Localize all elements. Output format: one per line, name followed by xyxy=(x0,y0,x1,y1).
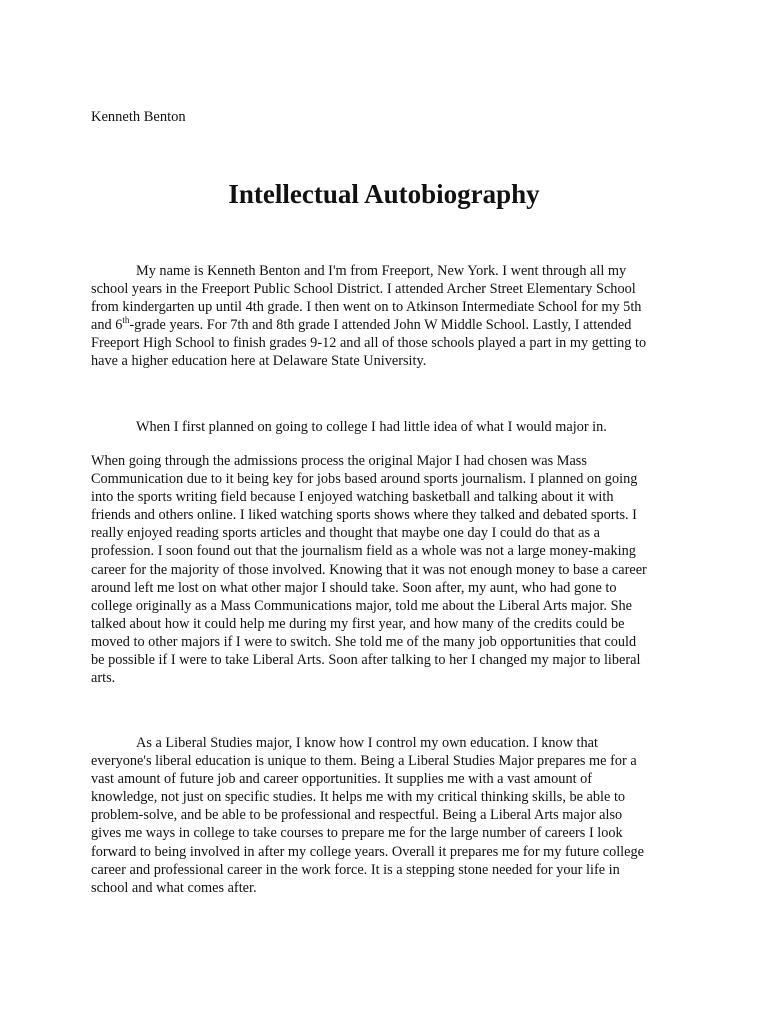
paragraph-line: profession. I soon found out that the journalism field as a whole was not a large money-making xyxy=(91,543,636,560)
paragraph-line: be possible if I were to take Liberal Arts. Soon after talking to her I changed my major to liberal xyxy=(91,652,641,669)
paragraph-line-with-superscript xyxy=(91,316,691,334)
paragraph-line: vast amount of future job and career opportunities. It supplies me with a vast amount of xyxy=(91,771,593,788)
paragraph-2 xyxy=(91,418,691,436)
document-title: Intellectual Autobiography xyxy=(228,179,540,209)
paragraph-line: career and professional career in the work force. It is a stepping stone needed for your life in xyxy=(91,861,620,878)
paragraph-line: When going through the admissions process the original Major I had chosen was Mass xyxy=(91,453,587,469)
paragraph-line: into the sports writing field because I enjoyed watching basketball and talking about it with xyxy=(91,489,614,506)
paragraph-line: from kindergarten up until 4th grade. I then went on to Atkinson Intermediate School for my 5th xyxy=(91,299,642,316)
paragraph-line: school and what comes after. xyxy=(91,879,257,896)
paragraph-line: moved to other majors if I were to switch. She told me of the many job opportunities that could xyxy=(91,633,637,650)
paragraph-line: problem-solve, and be able to be professional and respectful. Being a Liberal Arts major also xyxy=(91,807,623,824)
paragraph-line: As a Liberal Studies major, I know how I control my own education. I know that xyxy=(136,735,598,751)
paragraph-line: When I first planned on going to college I had little idea of what I would major in. xyxy=(136,419,607,435)
line-start: and 6 xyxy=(91,317,123,334)
paragraph-line: My name is Kenneth Benton and I'm from Freeport, New York. I went through all my xyxy=(136,263,627,279)
paragraph-line: really enjoyed reading sports articles and thought that maybe one day I could do that as a xyxy=(91,525,600,542)
paragraph-4 xyxy=(91,734,691,897)
paragraph-3 xyxy=(91,452,691,687)
paragraph-line: around left me lost on what other major I should take. Soon after, my aunt, who had gone to xyxy=(91,579,617,596)
paragraph-1 xyxy=(91,262,691,371)
paragraph-line: gives me ways in college to take courses to prepare me for the large number of careers I look xyxy=(91,825,623,842)
paragraph-line: college originally as a Mass Communications major, told me about the Liberal Arts major. She xyxy=(91,597,633,614)
paragraph-line: arts. xyxy=(91,670,116,687)
paragraph-line: talked about how it could help me during my first year, and how many of the credits could be xyxy=(91,615,625,632)
paragraph-line: school years in the Freeport Public School District. I attended Archer Street Elementary School xyxy=(91,281,636,298)
paragraph-line: Communication due to it being key for jobs based around sports journalism. I planned on going xyxy=(91,471,638,488)
paragraph-line: everyone's liberal education is unique to them. Being a Liberal Studies Major prepares me for a xyxy=(91,753,637,770)
paragraph-line: knowledge, not just on specific studies. It helps me with my critical thinking skills, be able to xyxy=(91,789,626,806)
ordinal-superscript: th xyxy=(122,315,130,326)
paragraph-line: career for the majority of those involved. Knowing that it was not enough money to base a career xyxy=(91,561,647,578)
paragraph-line: friends and others online. I liked watching sports shows where they talked and debated sports. I xyxy=(91,507,637,524)
paragraph-line: forward to being involved in after my college years. Overall it prepares me for my future college xyxy=(91,843,644,860)
paragraph-line: Freeport High School to finish grades 9-12 and all of those schools played a part in my getting to xyxy=(91,335,647,352)
paragraph-line: have a higher education here at Delaware State University. xyxy=(91,353,427,370)
line-end: -grade years. For 7th and 8th grade I attended John W Middle School. Lastly, I attended xyxy=(129,317,632,334)
author-name: Kenneth Benton xyxy=(91,109,186,125)
